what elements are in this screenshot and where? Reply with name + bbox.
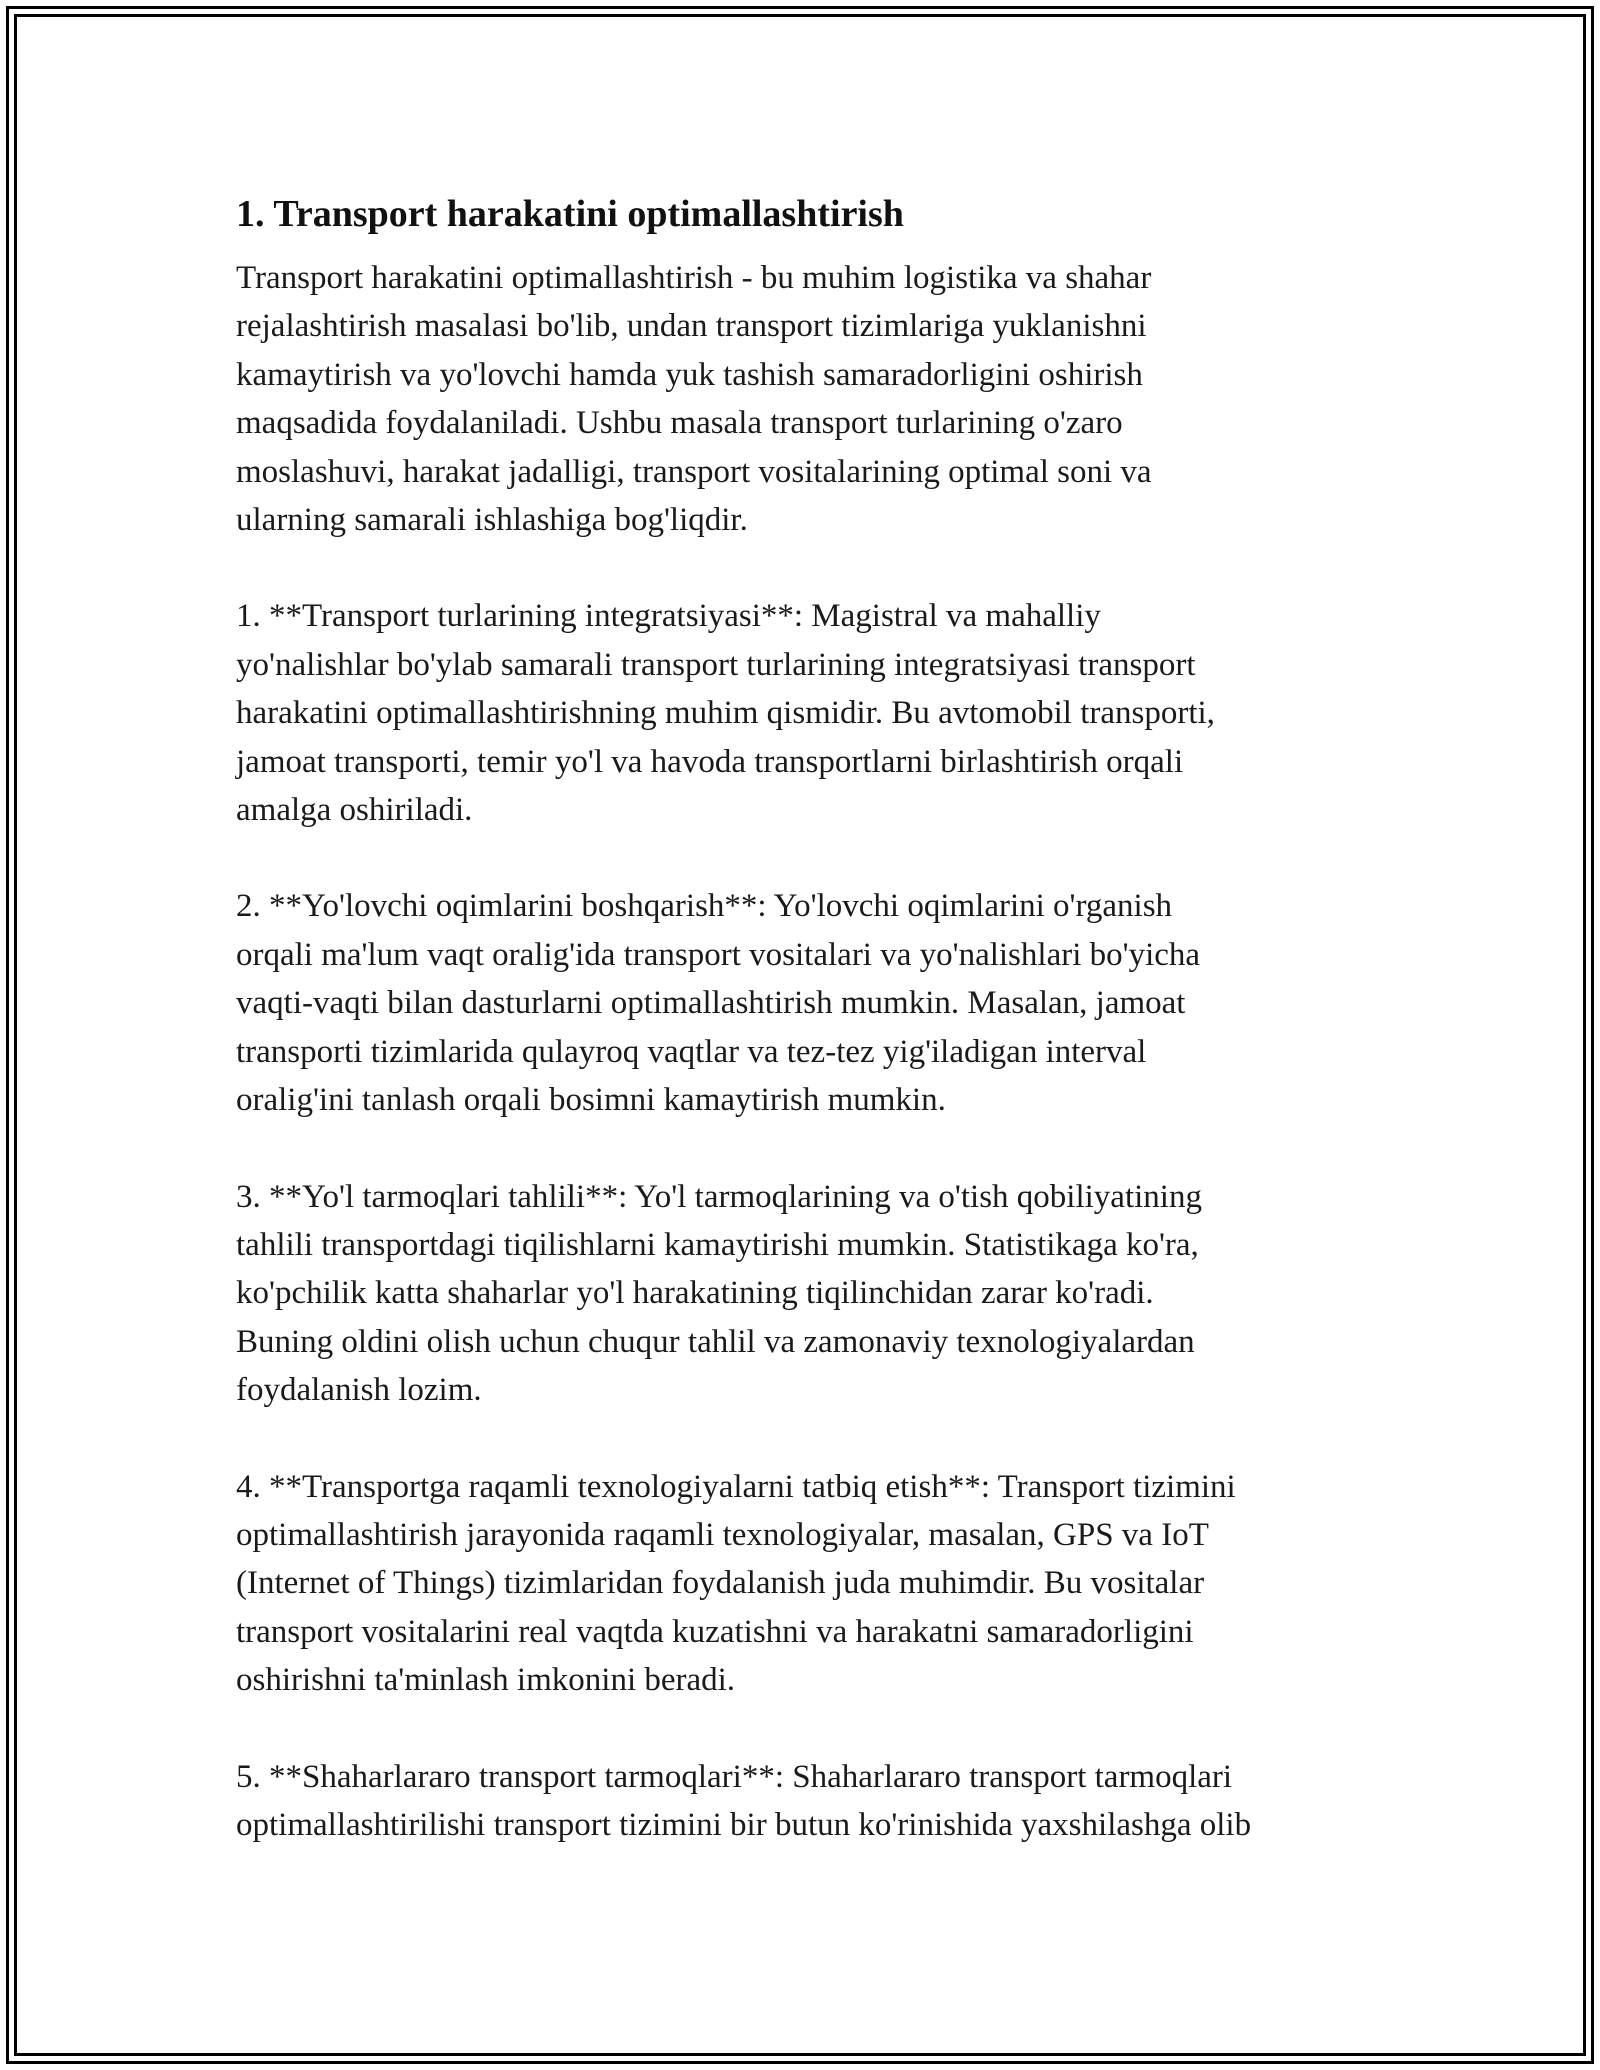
paragraph-line: 1. **Transport turlarining integratsiyasi**: Magistral va mahalliy bbox=[236, 598, 1101, 635]
paragraph-line: maqsadida foydalaniladi. Ushbu masala transport turlarining o'zaro bbox=[236, 405, 1123, 442]
paragraph-line: Buning oldini olish uchun chuqur tahlil va zamonaviy texnologiyalardan bbox=[236, 1323, 1195, 1360]
paragraph-line: optimallashtirish jarayonida raqamli texnologiyalar, masalan, GPS va IoT bbox=[236, 1516, 1209, 1553]
list-item-2 bbox=[236, 882, 1386, 1124]
paragraph-line: (Internet of Things) tizimlaridan foydalanish juda muhimdir. Bu vositalar bbox=[236, 1565, 1205, 1602]
paragraph-line: oshirishni ta'minlash imkonini beradi. bbox=[236, 1662, 736, 1699]
paragraph-line: Transport harakatini optimallashtirish - bu muhim logistika va shahar bbox=[236, 260, 1152, 296]
paragraph-line: jamoat transporti, temir yo'l va havoda transportlarni birlashtirish orqali bbox=[236, 743, 1184, 780]
paragraph-line: 3. **Yo'l tarmoqlari tahlili**: Yo'l tarmoqlarining va o'tish qobiliyatining bbox=[236, 1178, 1202, 1215]
paragraph-line: optimallashtirilishi transport tizimini bir butun ko'rinishida yaxshilashga olib bbox=[236, 1806, 1252, 1843]
paragraph-line: foydalanish lozim. bbox=[236, 1372, 482, 1409]
paragraph-line: tahlili transportdagi tiqilishlarni kamaytirishi mumkin. Statistikaga ko'ra, bbox=[236, 1226, 1199, 1263]
paragraph-line: rejalashtirish masalasi bo'lib, undan transport tizimlariga yuklanishni bbox=[236, 308, 1147, 345]
list-item-4 bbox=[236, 1463, 1386, 1705]
intro-paragraph bbox=[236, 254, 1386, 544]
paragraph-line: vaqti-vaqti bilan dasturlarni optimallashtirish mumkin. Masalan, jamoat bbox=[236, 985, 1186, 1022]
list-item-3 bbox=[236, 1173, 1386, 1415]
document-page bbox=[236, 186, 1386, 1897]
paragraph-line: 4. **Transportga raqamli texnologiyalarni tatbiq etish**: Transport tizimini bbox=[236, 1468, 1236, 1505]
paragraph-line: amalga oshiriladi. bbox=[236, 792, 473, 829]
paragraph-line: harakatini optimallashtirishning muhim qismidir. Bu avtomobil transporti, bbox=[236, 695, 1215, 732]
paragraph-line: ko'pchilik katta shaharlar yo'l harakatining tiqilinchidan zarar ko'radi. bbox=[236, 1275, 1154, 1312]
paragraph-line: kamaytirish va yo'lovchi hamda yuk tashish samaradorligini oshirish bbox=[236, 356, 1143, 393]
document-title: 1. Transport harakatini optimallashtirish bbox=[236, 193, 904, 235]
list-item-1 bbox=[236, 592, 1386, 834]
paragraph-line: 5. **Shaharlararo transport tarmoqlari**: Shaharlararo transport tarmoqlari bbox=[236, 1758, 1233, 1795]
paragraph-line: transport vositalarini real vaqtda kuzatishni va harakatni samaradorligini bbox=[236, 1613, 1194, 1650]
paragraph-line: moslashuvi, harakat jadalligi, transport vositalarining optimal soni va bbox=[236, 453, 1152, 490]
paragraph-line: orqali ma'lum vaqt oralig'ida transport vositalari va yo'nalishlari bo'yicha bbox=[236, 936, 1201, 973]
list-item-5 bbox=[236, 1753, 1386, 1850]
paragraph-line: yo'nalishlar bo'ylab samarali transport turlarining integratsiyasi transport bbox=[236, 646, 1196, 683]
paragraph-line: transporti tizimlarida qulayroq vaqtlar va tez-tez yig'iladigan interval bbox=[236, 1033, 1147, 1070]
paragraph-line: 2. **Yo'lovchi oqimlarini boshqarish**: Yo'lovchi oqimlarini o'rganish bbox=[236, 888, 1173, 925]
paragraph-line: oralig'ini tanlash orqali bosimni kamaytirish mumkin. bbox=[236, 1082, 946, 1119]
paragraph-line: ularning samarali ishlashiga bog'liqdir. bbox=[236, 502, 748, 539]
